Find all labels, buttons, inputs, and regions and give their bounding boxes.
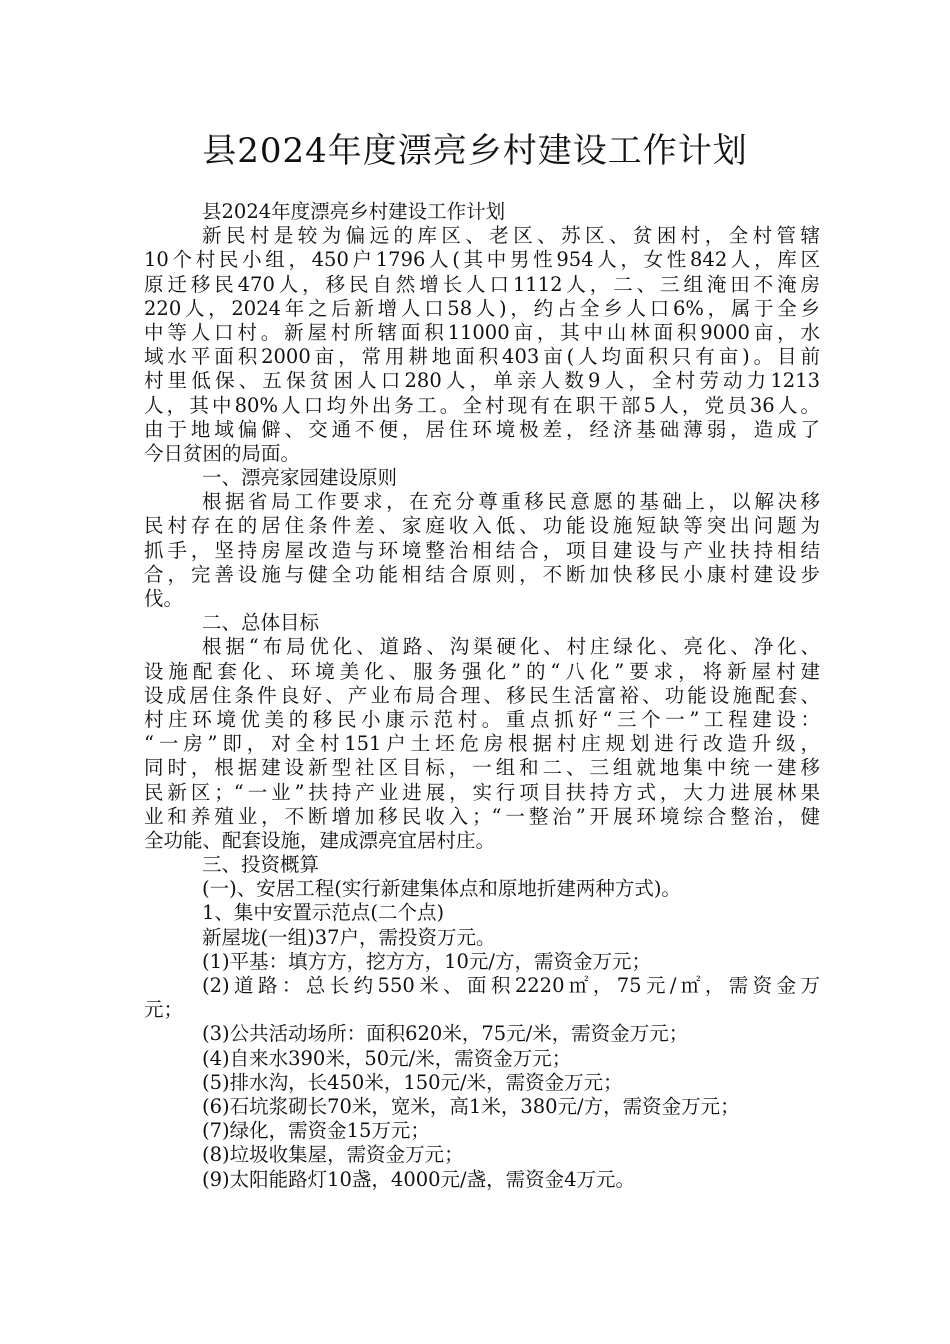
paragraph-line: 村庄环境优美的移民小康示范村。重点抓好“三个一”工程建设： [144, 707, 820, 731]
section-heading: 三、投资概算 [202, 853, 320, 877]
document-title: 县2024年度漂亮乡村建设工作计划 [202, 131, 748, 171]
list-item: (8)垃圾收集屋，需资金万元； [202, 1143, 464, 1167]
list-item: (5)排水沟，长450米，150元/米，需资金万元； [202, 1070, 623, 1094]
list-item: (2)道路：总长约550米、面积2220㎡，75元/㎡，需资金万 [202, 974, 820, 997]
paragraph-line: 原迁移民470人，移民自然增长人口1112人，二、三组淹田不淹房 [144, 272, 820, 296]
sub-heading: 1、集中安置示范点(二个点) [202, 901, 445, 925]
paragraph-line: 10个村民小组，450户1796人(其中男性954人，女性842人，库区 [144, 248, 820, 272]
list-item: (1)平基：填方方，挖方方，10元/方，需资金万元； [202, 949, 652, 973]
list-item: (3)公共活动场所：面积620米，75元/米，需资金万元； [202, 1022, 689, 1046]
paragraph-line: 合，完善设施与健全功能相结合原则，不断加快移民小康村建设步 [144, 562, 820, 586]
list-item: (7)绿化，需资金15万元； [202, 1119, 430, 1143]
paragraph-line: 由于地域偏僻、交通不便，居住环境极差，经济基础薄弱，造成了 [144, 417, 820, 441]
list-item: (6)石坑浆砌长70米，宽米，高1米，380元/方，需资金万元； [202, 1094, 740, 1118]
paragraph-line: 设施配套化、环境美化、服务强化”的“八化”要求，将新屋村建 [144, 659, 820, 683]
paragraph-line: 民新区；“一业”扶持产业进展，实行项目扶持方式，大力进展林果 [144, 780, 820, 804]
paragraph-line: 中等人口村。新屋村所辖面积11000亩，其中山林面积9000亩，水 [144, 320, 820, 344]
list-item-continuation: 元； [144, 998, 184, 1022]
list-item: (4)自来水390米，50元/米，需资金万元； [202, 1046, 572, 1070]
paragraph-line: 220人，2024年之后新增人口58人)，约占全乡人口6%，属于全乡 [144, 296, 820, 320]
paragraph-line: 村里低保、五保贫困人口280人，单亲人数9人，全村劳动力1213 [144, 369, 820, 393]
item-line: 新屋垅(一组)37户，需投资万元。 [202, 925, 496, 949]
list-item: (9)太阳能路灯10盏，4000元/盏，需资金4万元。 [202, 1167, 636, 1191]
sub-heading: (一)、安居工程(实行新建集体点和原地折建两种方式)。 [202, 877, 681, 901]
paragraph-line: 业和养殖业，不断增加移民收入；“一整治”开展环境综合整治，健 [144, 804, 820, 828]
section-heading: 一、漂亮家园建设原则 [202, 466, 398, 490]
paragraph-line: 根据省局工作要求，在充分尊重移民意愿的基础上，以解决移 [202, 490, 820, 514]
paragraph-line: 同时，根据建设新型社区目标，一组和二、三组就地集中统一建移 [144, 756, 820, 780]
paragraph-line: 抓手，坚持房屋改造与环境整治相结合，项目建设与产业扶持相结 [144, 538, 820, 562]
subtitle-line: 县2024年度漂亮乡村建设工作计划 [202, 200, 506, 223]
paragraph-line: 人，其中80%人口均外出务工。全村现有在职干部5人，党员36人。 [144, 393, 820, 417]
paragraph-line: 设成居住条件良好、产业布局合理、移民生活富裕、功能设施配套、 [144, 683, 820, 707]
document-body [144, 200, 820, 1192]
paragraph-line: 民村存在的居住条件差、家庭收入低、功能设施短缺等突出问题为 [144, 514, 820, 538]
paragraph-line: 今日贫困的局面。 [144, 441, 301, 465]
paragraph-line: 全功能、配套设施，建成漂亮宜居村庄。 [144, 828, 496, 852]
paragraph-line: 新民村是较为偏远的库区、老区、苏区、贫困村，全村管辖 [202, 224, 820, 248]
paragraph-line: 根据“布局优化、道路、沟渠硬化、村庄绿化、亮化、净化、 [202, 635, 820, 659]
paragraph-line: 域水平面积2000亩，常用耕地面积403亩(人均面积只有亩)。目前 [144, 345, 820, 369]
section-heading: 二、总体目标 [202, 611, 320, 635]
paragraph-line: 伐。 [144, 587, 184, 610]
paragraph-line: “一房”即，对全村151户土坯危房根据村庄规划进行改造升级， [144, 732, 820, 756]
